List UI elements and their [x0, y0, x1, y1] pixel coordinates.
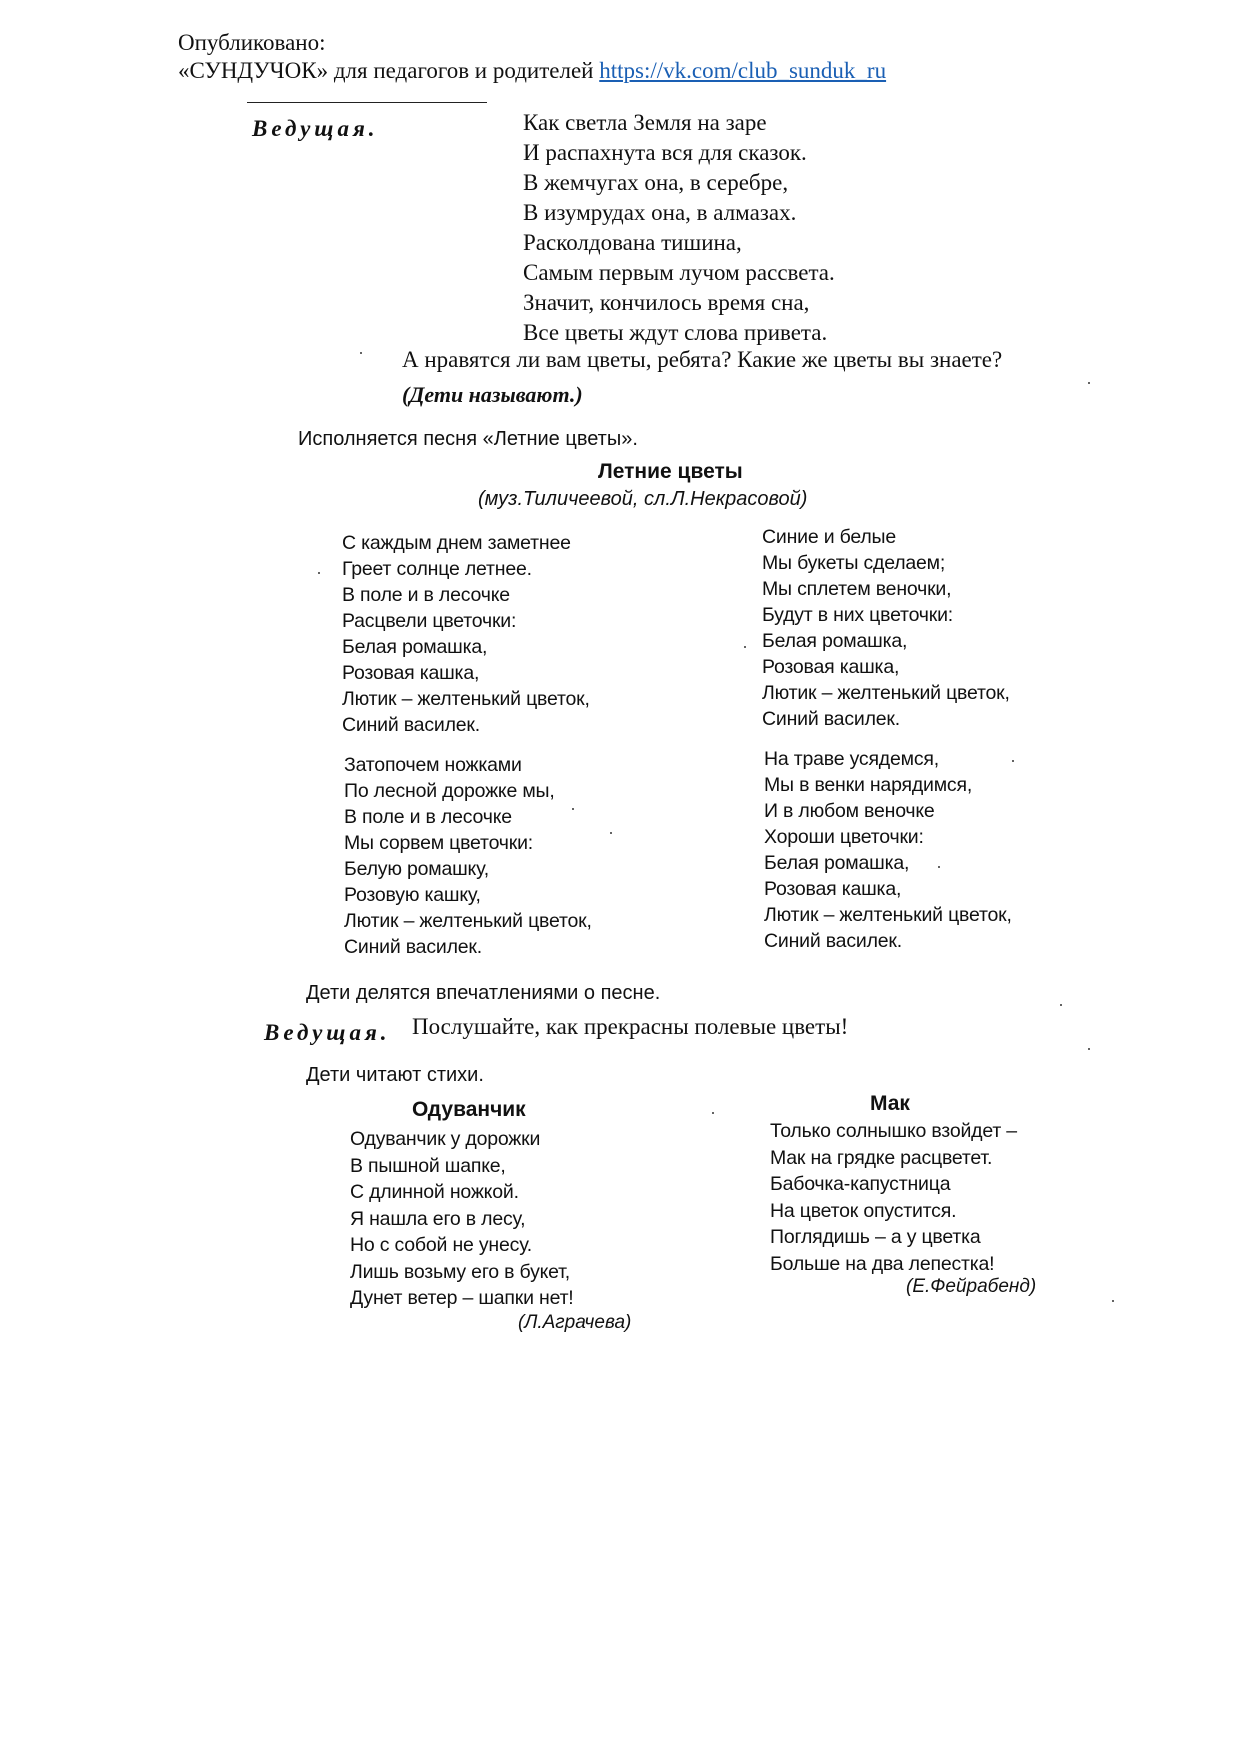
- publisher-link[interactable]: https://vk.com/club_sunduk_ru: [599, 58, 887, 83]
- scan-speck: [360, 352, 362, 354]
- song-line: Лютик – желтенький цветок,: [762, 682, 1010, 704]
- verse-line: Как светла Земля на заре: [523, 110, 767, 135]
- song-line: Розовая кашка,: [764, 878, 902, 900]
- verse-line: В жемчугах она, в серебре,: [523, 170, 789, 195]
- scan-speck: [938, 866, 940, 868]
- song-left-stanza-1: [342, 530, 590, 738]
- song-line: Розовую кашку,: [344, 884, 481, 906]
- scan-speck: [744, 646, 746, 648]
- scan-speck: [1088, 1048, 1090, 1050]
- song-line: Белая ромашка,: [764, 852, 910, 874]
- song-line: И в любом веночке: [764, 800, 935, 822]
- poem-line: Мак на грядке расцветет.: [770, 1146, 993, 1169]
- song-line: Будут в них цветочки:: [762, 604, 953, 626]
- intro-question: А нравятся ли вам цветы, ребята? Какие же цветы вы знаете?: [402, 347, 1003, 372]
- song-line: В поле и в лесочке: [342, 584, 510, 606]
- song-line: На траве усядемся,: [764, 748, 939, 770]
- poem-dandelion-lines: [350, 1126, 574, 1312]
- poem-line: Я нашла его в лесу,: [350, 1207, 526, 1230]
- poem-line: В пышной шапке,: [350, 1154, 506, 1177]
- song-right-stanza-2: [764, 746, 1012, 954]
- song-line: Лютик – желтенький цветок,: [764, 904, 1012, 926]
- verse-line: Все цветы ждут слова привета.: [523, 320, 828, 345]
- poem-line: Больше на два лепестка!: [770, 1252, 995, 1275]
- poem-poppy-title: Мак: [870, 1092, 910, 1115]
- song-line: Розовая кашка,: [342, 662, 480, 684]
- poem-line: Но с собой не унесу.: [350, 1234, 533, 1256]
- scan-speck: [1012, 760, 1014, 762]
- poem-line: Дунет ветер – шапки нет!: [350, 1287, 574, 1309]
- after-song-note: Дети делятся впечатлениями о песне.: [306, 982, 661, 1004]
- song-line: Белая ромашка,: [342, 636, 488, 658]
- poem-line: Лишь возьму его в букет,: [350, 1260, 570, 1283]
- scan-speck: [1060, 1004, 1062, 1006]
- song-line: Белая ромашка,: [762, 630, 908, 652]
- song-title: Летние цветы: [598, 460, 743, 483]
- scan-speck: [318, 572, 320, 574]
- stage-direction: (Дети называют.): [402, 382, 583, 407]
- scan-speck: [1112, 1300, 1114, 1302]
- speaker-label-2: Ведущая.: [264, 1020, 391, 1045]
- publisher-line: [178, 58, 886, 84]
- song-line: Синий василек.: [762, 708, 900, 730]
- song-line: Хороши цветочки:: [764, 826, 924, 848]
- poem-poppy-lines: [770, 1118, 1017, 1277]
- song-line: Белую ромашку,: [344, 858, 489, 880]
- song-left-stanza-2: [344, 752, 592, 960]
- song-line: Синий василек.: [344, 936, 482, 958]
- poem-line: Одуванчик у дорожки: [350, 1128, 541, 1150]
- verse-line: Самым первым лучом рассвета.: [523, 260, 835, 285]
- song-line: Мы сорвем цветочки:: [344, 832, 533, 854]
- published-label: Опубликовано:: [178, 30, 326, 55]
- song-right-stanza-1: [762, 524, 1010, 732]
- song-line: Мы букеты сделаем;: [762, 552, 946, 574]
- song-line: Лютик – желтенький цветок,: [344, 910, 592, 932]
- song-announcement: Исполняется песня «Летние цветы».: [298, 428, 638, 450]
- song-line: Мы в венки нарядимся,: [764, 774, 973, 796]
- song-line: Синий василек.: [342, 714, 480, 736]
- song-line: Мы сплетем веночки,: [762, 578, 952, 600]
- publisher-text: «СУНДУЧОК» для педагогов и родителей: [178, 58, 594, 83]
- scan-speck: [712, 1112, 714, 1114]
- poem-line: Поглядишь – а у цветка: [770, 1226, 981, 1248]
- song-credits: (муз.Тиличеевой, сл.Л.Некрасовой): [478, 488, 808, 510]
- header-divider: [247, 102, 487, 103]
- poem-line: С длинной ножкой.: [350, 1181, 519, 1203]
- scan-speck: [1088, 382, 1090, 384]
- song-line: В поле и в лесочке: [344, 806, 512, 828]
- poem-line: Бабочка-капустница: [770, 1173, 951, 1195]
- verse-line: В изумрудах она, в алмазах.: [523, 200, 797, 225]
- scan-speck: [610, 832, 612, 834]
- song-line: Розовая кашка,: [762, 656, 900, 678]
- song-line: Затопочем ножками: [344, 754, 522, 776]
- verse-line: Значит, кончилось время сна,: [523, 290, 810, 315]
- verse-line: Расколдована тишина,: [523, 230, 742, 255]
- song-line: С каждым днем заметнее: [342, 532, 571, 554]
- intro-verse: [523, 108, 835, 348]
- scan-speck: [572, 808, 574, 810]
- poem-dandelion-title: Одуванчик: [412, 1098, 526, 1121]
- song-line: Расцвели цветочки:: [342, 610, 517, 632]
- host-line: Послушайте, как прекрасны полевые цветы!: [412, 1014, 849, 1039]
- speaker-label: Ведущая.: [252, 116, 379, 141]
- poem-dandelion-author: (Л.Аграчева): [518, 1312, 632, 1333]
- poem-line: На цветок опустится.: [770, 1199, 957, 1222]
- poem-poppy-author: (Е.Фейрабенд): [906, 1276, 1037, 1297]
- poems-note: Дети читают стихи.: [306, 1064, 484, 1086]
- song-line: Греет солнце летнее.: [342, 558, 532, 580]
- verse-line: И распахнута вся для сказок.: [523, 140, 807, 165]
- song-line: По лесной дорожке мы,: [344, 780, 555, 802]
- song-line: Синий василек.: [764, 930, 902, 952]
- poem-line: Только солнышко взойдет –: [770, 1120, 1017, 1142]
- song-line: Лютик – желтенький цветок,: [342, 688, 590, 710]
- song-line: Синие и белые: [762, 526, 896, 548]
